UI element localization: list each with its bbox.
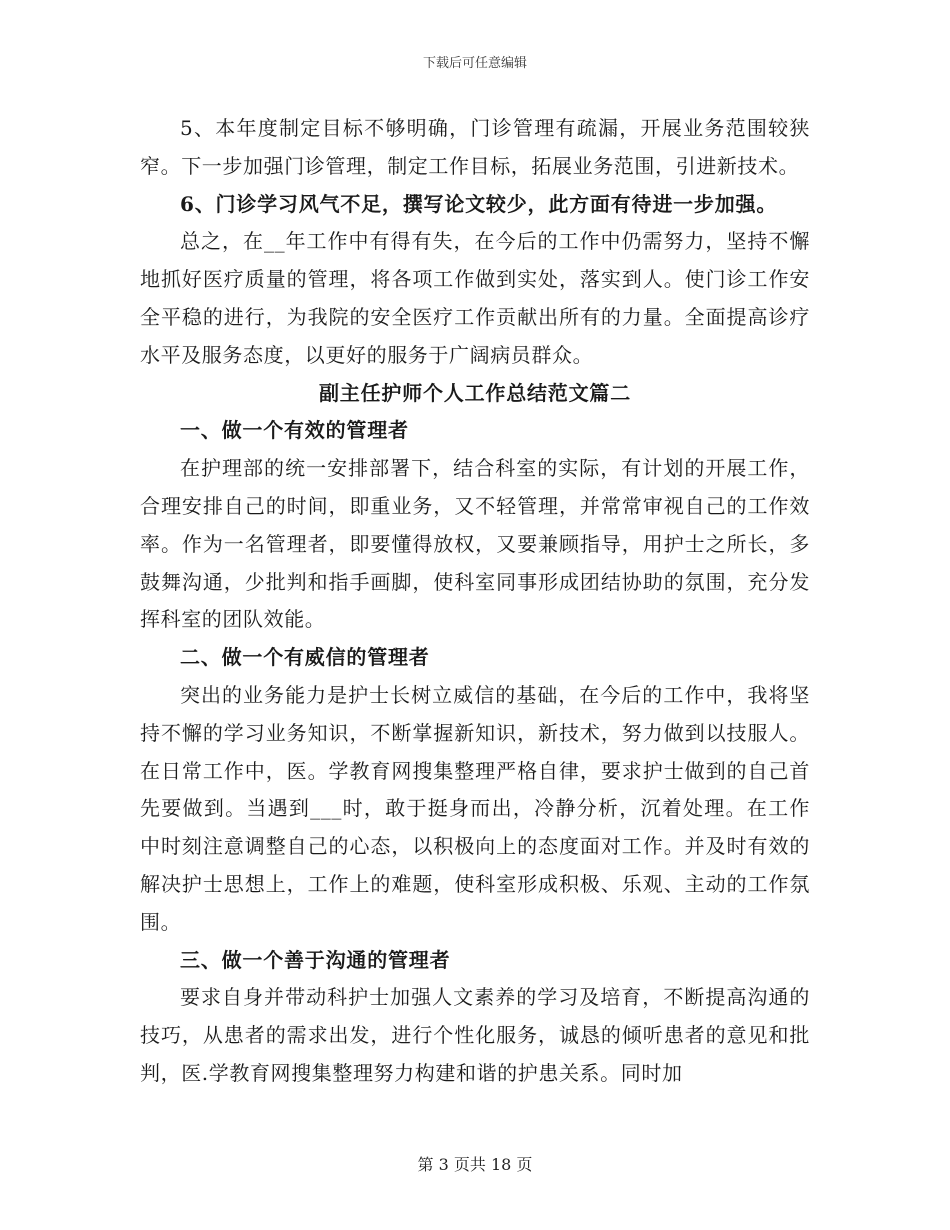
- section-title: 副主任护师个人工作总结范文篇二: [319, 380, 631, 405]
- paragraph-item-6: 6、门诊学习风气不足，撰写论文较少，此方面有待进一步加强。: [180, 191, 778, 216]
- paragraph-item-5: 5、本年度制定目标不够明确，门诊管理有疏漏，开展业务范围较狭窄。下一步加强门诊管理，制定工作目标，拓展业务范围，引进新技术。: [140, 116, 810, 178]
- heading-effective-manager: 一、做一个有效的管理者: [180, 418, 409, 443]
- document-body: [140, 110, 810, 1093]
- summary-paragraph: 总之，在__年工作中有得有失，在今后的工作中仍需努力，坚持不懈地抓好医疗质量的管理，将各项工作做到实处，落实到人。使门诊工作安全平稳的进行，为我院的安全医疗工作贡献出所有的力量。全面提高诊疗水平及服务态度，以更好的服务于广阔病员群众。: [140, 229, 810, 367]
- heading-communication-manager: 三、做一个善于沟通的管理者: [180, 947, 451, 972]
- paragraph-communication-manager: 要求自身并带动科护士加强人文素养的学习及培育，不断提高沟通的技巧，从患者的需求出发，进行个性化服务，诚恳的倾听患者的意见和批判，医.学教育网搜集整理努力构建和谐的护患关系。同时加: [140, 985, 810, 1085]
- page-header-note: 下载后可任意编辑: [422, 56, 527, 71]
- paragraph-prestige-manager: 突出的业务能力是护士长树立威信的基础，在今后的工作中，我将坚持不懈的学习业务知识，不断掌握新知识，新技术，努力做到以技服人。在日常工作中，医。学教育网搜集整理严格自律，要求护士做到的自己首先要做到。当遇到___时，敢于挺身而出，冷静分析，沉着处理。在工作中时刻注意调整自己的心态，以积极向上的态度面对工作。并及时有效的解决护士思想上，工作上的难题，使科室形成积极、乐观、主动的工作氛围。: [140, 682, 810, 934]
- paragraph-effective-manager: 在护理部的统一安排部署下，结合科室的实际，有计划的开展工作，合理安排自己的时间，即重业务，又不轻管理，并常常审视自己的工作效率。作为一名管理者，即要懂得放权，又要兼顾指导，用护士之所长，多鼓舞沟通，少批判和指手画脚，使科室同事形成团结协助的氛围，充分发挥科室的团队效能。: [140, 456, 810, 632]
- heading-prestige-manager: 二、做一个有威信的管理者: [180, 645, 430, 670]
- page-number: 第 3 页共 18 页: [417, 1155, 533, 1174]
